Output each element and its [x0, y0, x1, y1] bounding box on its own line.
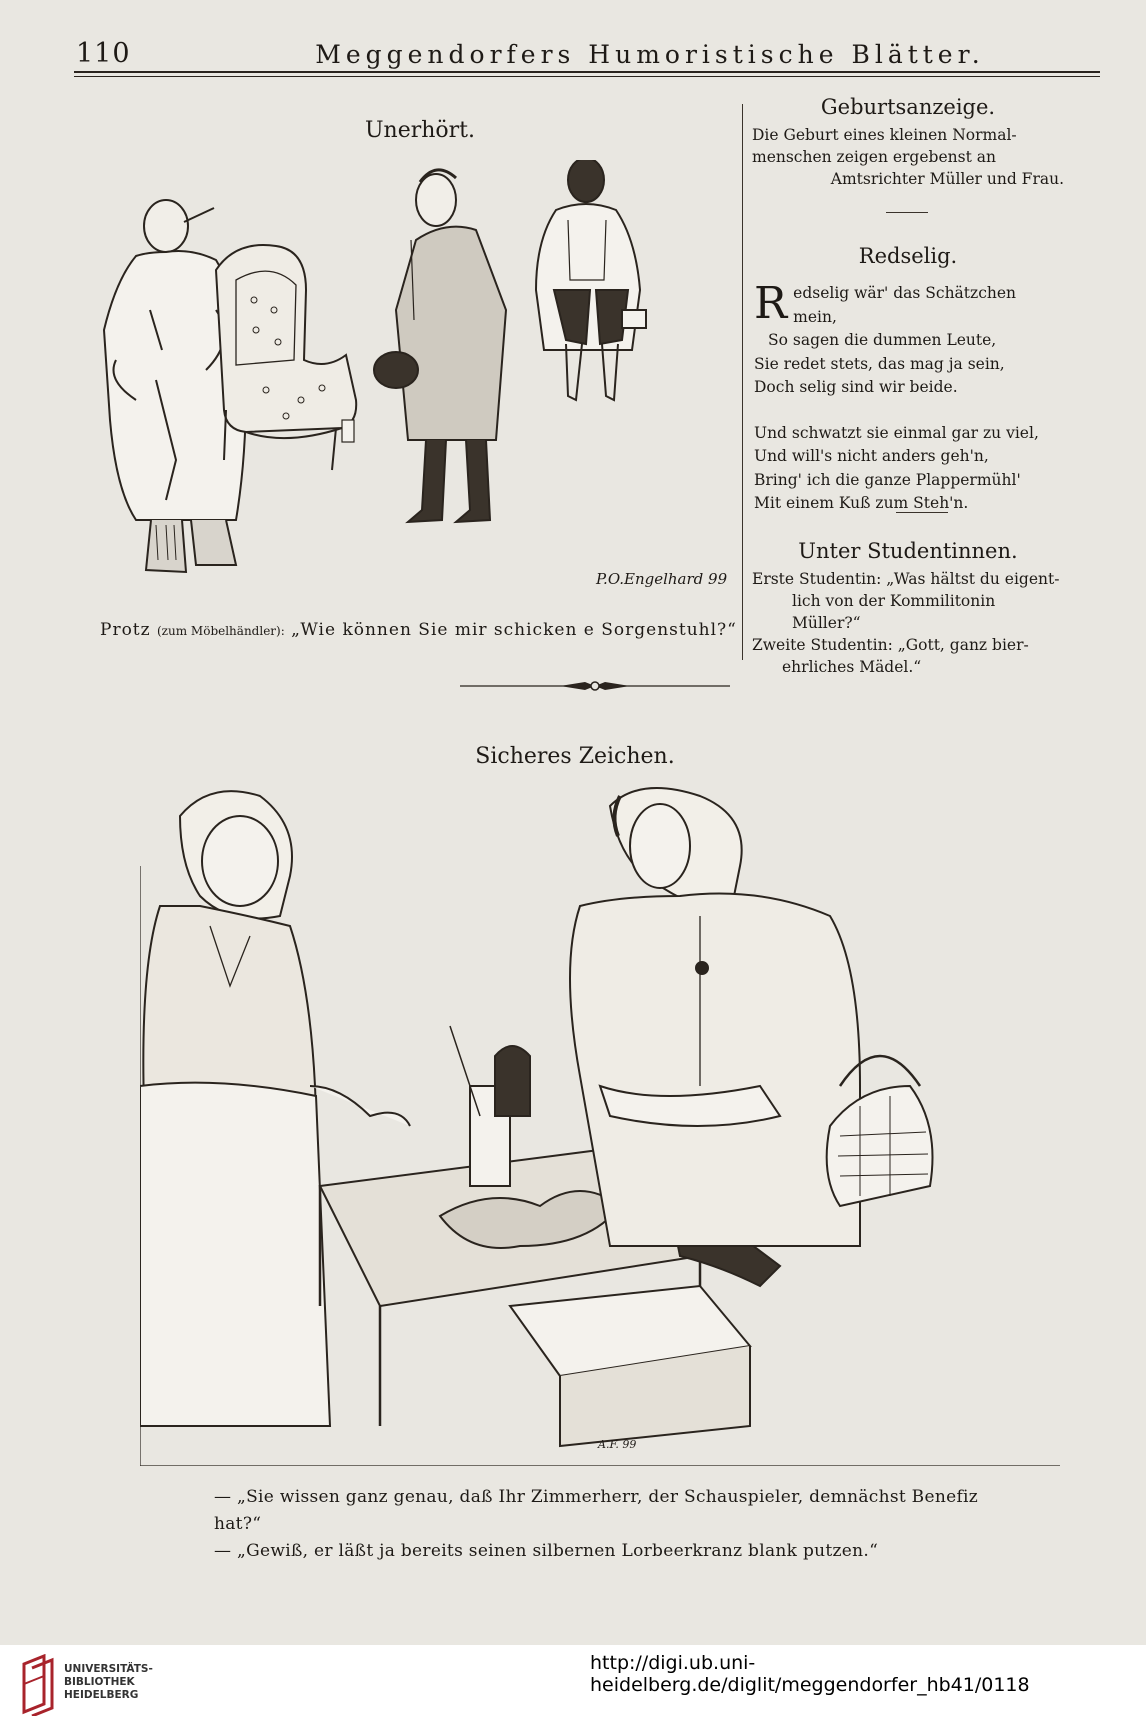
cartoon-bottom-illustration [140, 786, 1060, 1466]
poem-line: Und schwatzt sie einmal gar zu viel, [754, 423, 1039, 442]
cartoon-bottom-signature: A.F. 99 [598, 1438, 637, 1451]
ornament-divider [460, 676, 730, 696]
birth-line: Die Geburt eines kleinen Normal- [752, 126, 1017, 144]
young-woman-figure [570, 788, 933, 1246]
birth-line: Amtsrichter Müller und Frau. [830, 170, 1064, 188]
journal-title: Meggendorfers Humoristische Blätter. [315, 40, 985, 69]
page-number: 110 [76, 38, 131, 69]
cartoon-bottom-title: Sicheres Zeichen. [475, 744, 675, 769]
poem-dropcap: R [754, 278, 788, 329]
caption-line: — „Gewiß, er läßt ja bereits seinen silbernen Lorbeerkranz blank putzen.“ [214, 1541, 879, 1561]
poem-heading: Redselig. [858, 244, 958, 268]
birth-line: menschen zeigen ergebenst an [752, 148, 996, 166]
section-divider [886, 212, 928, 213]
poem-stanza [754, 278, 1064, 400]
poem-line: Bring' ich die ganze Plappermühl' [754, 470, 1021, 489]
library-logo-icon [20, 1654, 56, 1716]
cartoon-top-title: Unerhört. [364, 118, 475, 143]
poem-line: Mit einem Kuß zum Steh'n. [754, 494, 969, 512]
poem-line: Sie redet stets, das mag ja sein, [754, 354, 1005, 373]
students-line: Zweite Studentin: „Gott, ganz bier- [752, 636, 1029, 654]
cartoon-top-caption [100, 620, 737, 640]
poem-line: So sagen die dummen Leute, [768, 331, 997, 349]
students-line: ehrliches Mädel.“ [782, 658, 922, 676]
poem-redselig [754, 278, 1064, 538]
students-line: Erste Studentin: „Was hältst du eigent- [752, 570, 1060, 588]
old-woman-figure [140, 791, 410, 1426]
header-rule-thick [74, 71, 1100, 73]
header-rule-thin [74, 76, 1100, 77]
servant-figure [536, 160, 646, 400]
caption-aside: (zum Möbelhändler): [157, 624, 285, 638]
caption-quote: „Wie können Sie mir schicken e Sorgenstuhl?“ [291, 620, 737, 640]
poem-line: Doch selig sind wir beide. [754, 378, 958, 396]
caption-speaker: Protz [100, 620, 151, 640]
students-section [752, 540, 1064, 678]
cartoon-bottom-caption [214, 1484, 1014, 1565]
section-divider [896, 512, 948, 513]
library-line: UNIVERSITÄTS- [64, 1663, 153, 1675]
students-heading: Unter Studentinnen. [798, 539, 1018, 563]
cartoon-top-illustration [96, 160, 726, 600]
birth-heading: Geburtsanzeige. [820, 95, 996, 119]
library-name [64, 1663, 153, 1702]
poem-line: edselig wär' das Schätzchen mein, [793, 284, 1017, 326]
poem-stanza [754, 422, 1064, 516]
source-url-link[interactable]: http://digi.ub.uni-heidelberg.de/diglit/meggendorfer_hb41/0118 [590, 1652, 1030, 1696]
library-line: BIBLIOTHEK [64, 1676, 135, 1688]
tall-man-figure [374, 170, 506, 522]
birth-announcement [752, 96, 1064, 190]
library-line: HEIDELBERG [64, 1689, 139, 1701]
column-divider [742, 104, 743, 660]
poem-line: Und will's nicht anders geh'n, [754, 447, 989, 465]
students-line: lich von der Kommilitonin Müller?“ [792, 592, 996, 632]
caption-line: — „Sie wissen ganz genau, daß Ihr Zimmerherr, der Schauspieler, demnächst Benefiz hat?“ [214, 1487, 979, 1534]
cartoon-top-signature: P.O.Engelhard 99 [596, 570, 728, 588]
